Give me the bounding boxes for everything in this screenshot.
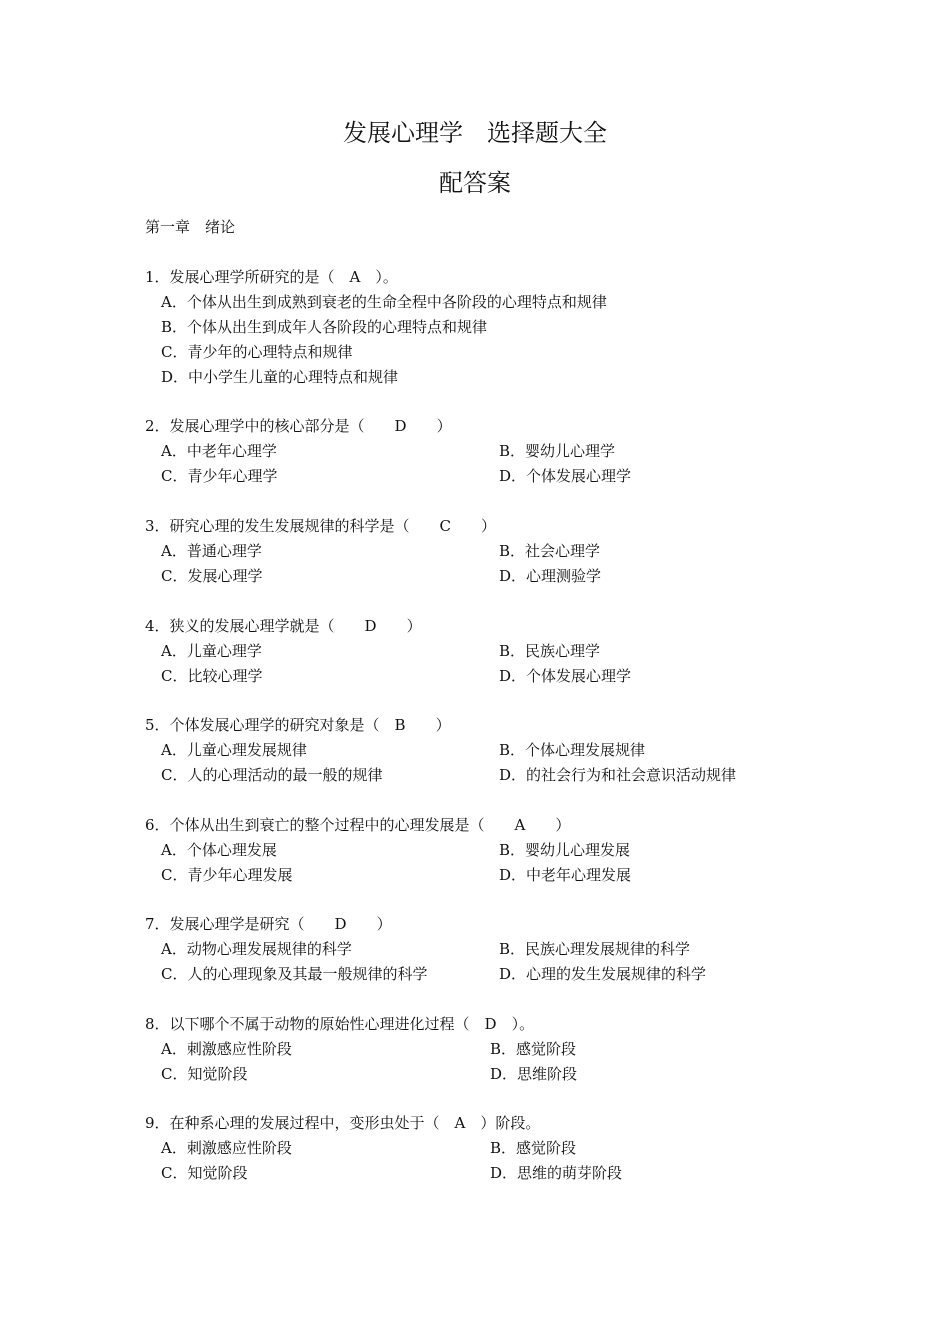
option-c: C．青少年的心理特点和规律 bbox=[161, 343, 353, 361]
option-b: B．社会心理学 bbox=[499, 542, 601, 560]
question-6 bbox=[145, 815, 865, 890]
question-stem: 9．在种系心理的发展过程中，变形虫处于（ A ）阶段。 bbox=[145, 1114, 541, 1132]
question-2 bbox=[145, 416, 865, 491]
option-a: A．个体从出生到成熟到衰老的生命全程中各阶段的心理特点和规律 bbox=[161, 293, 607, 311]
option-a: A．普通心理学 bbox=[161, 542, 262, 560]
option-list bbox=[145, 292, 865, 392]
question-stem: 1．发展心理学所研究的是（ A ）。 bbox=[145, 268, 398, 286]
question-stem: 8．以下哪个不属于动物的原始性心理进化过程（ D ）。 bbox=[145, 1015, 535, 1033]
option-c: C．人的心理现象及其最一般规律的科学 bbox=[161, 965, 428, 983]
option-b: B．个体心理发展规律 bbox=[499, 741, 646, 759]
document-title: 发展心理学 选择题大全 bbox=[343, 119, 607, 147]
chapter-heading: 第一章 绪论 bbox=[145, 218, 236, 236]
option-grid bbox=[145, 1039, 865, 1089]
option-d: D．思维的萌芽阶段 bbox=[490, 1164, 623, 1182]
question-stem: 4．狭义的发展心理学就是（ D ） bbox=[145, 617, 422, 635]
option-d: D．心理测验学 bbox=[499, 567, 602, 585]
option-d: D．心理的发生发展规律的科学 bbox=[499, 965, 707, 983]
option-a: A．刺激感应性阶段 bbox=[161, 1139, 292, 1157]
option-a: A．儿童心理发展规律 bbox=[161, 741, 307, 759]
option-c: C．发展心理学 bbox=[161, 567, 263, 585]
option-grid bbox=[145, 939, 865, 989]
question-stem: 2．发展心理学中的核心部分是（ D ） bbox=[145, 417, 452, 435]
option-b: B．感觉阶段 bbox=[490, 1139, 577, 1157]
option-grid bbox=[145, 740, 865, 790]
option-d: D．个体发展心理学 bbox=[499, 467, 632, 485]
option-a: A．动物心理发展规律的科学 bbox=[161, 940, 352, 958]
question-3 bbox=[145, 516, 865, 591]
option-c: C．知觉阶段 bbox=[161, 1065, 248, 1083]
option-d: D．个体发展心理学 bbox=[499, 667, 632, 685]
question-stem: 7．发展心理学是研究（ D ） bbox=[145, 915, 392, 933]
option-c: C．人的心理活动的最一般的规律 bbox=[161, 766, 383, 784]
document-subtitle: 配答案 bbox=[439, 169, 511, 197]
question-4 bbox=[145, 616, 865, 691]
option-a: A．刺激感应性阶段 bbox=[161, 1040, 292, 1058]
option-grid bbox=[145, 840, 865, 890]
option-c: C．青少年心理学 bbox=[161, 467, 278, 485]
option-c: C．比较心理学 bbox=[161, 667, 263, 685]
question-stem: 3．研究心理的发生发展规律的科学是（ C ） bbox=[145, 517, 497, 535]
question-1 bbox=[145, 267, 865, 392]
option-d: D．中小学生儿童的心理特点和规律 bbox=[161, 368, 399, 386]
option-d: D．思维阶段 bbox=[490, 1065, 578, 1083]
option-a: A．个体心理发展 bbox=[161, 841, 277, 859]
question-7 bbox=[145, 914, 865, 989]
question-9 bbox=[145, 1113, 865, 1188]
question-8 bbox=[145, 1014, 865, 1089]
option-b: B．民族心理学 bbox=[499, 642, 601, 660]
option-grid bbox=[145, 441, 865, 491]
option-d: D．的社会行为和社会意识活动规律 bbox=[499, 766, 737, 784]
option-a: A．中老年心理学 bbox=[161, 442, 277, 460]
option-b: B．婴幼儿心理发展 bbox=[499, 841, 631, 859]
option-a: A．儿童心理学 bbox=[161, 642, 262, 660]
option-b: B．民族心理发展规律的科学 bbox=[499, 940, 691, 958]
option-b: B．婴幼儿心理学 bbox=[499, 442, 616, 460]
option-d: D．中老年心理发展 bbox=[499, 866, 632, 884]
option-grid bbox=[145, 641, 865, 691]
option-c: C．知觉阶段 bbox=[161, 1164, 248, 1182]
option-b: B．个体从出生到成年人各阶段的心理特点和规律 bbox=[161, 318, 488, 336]
option-b: B．感觉阶段 bbox=[490, 1040, 577, 1058]
question-stem: 5．个体发展心理学的研究对象是（ B ） bbox=[145, 716, 451, 734]
question-5 bbox=[145, 715, 865, 790]
option-grid bbox=[145, 541, 865, 591]
question-stem: 6．个体从出生到衰亡的整个过程中的心理发展是（ A ） bbox=[145, 816, 571, 834]
option-c: C．青少年心理发展 bbox=[161, 866, 293, 884]
option-grid bbox=[145, 1138, 865, 1188]
